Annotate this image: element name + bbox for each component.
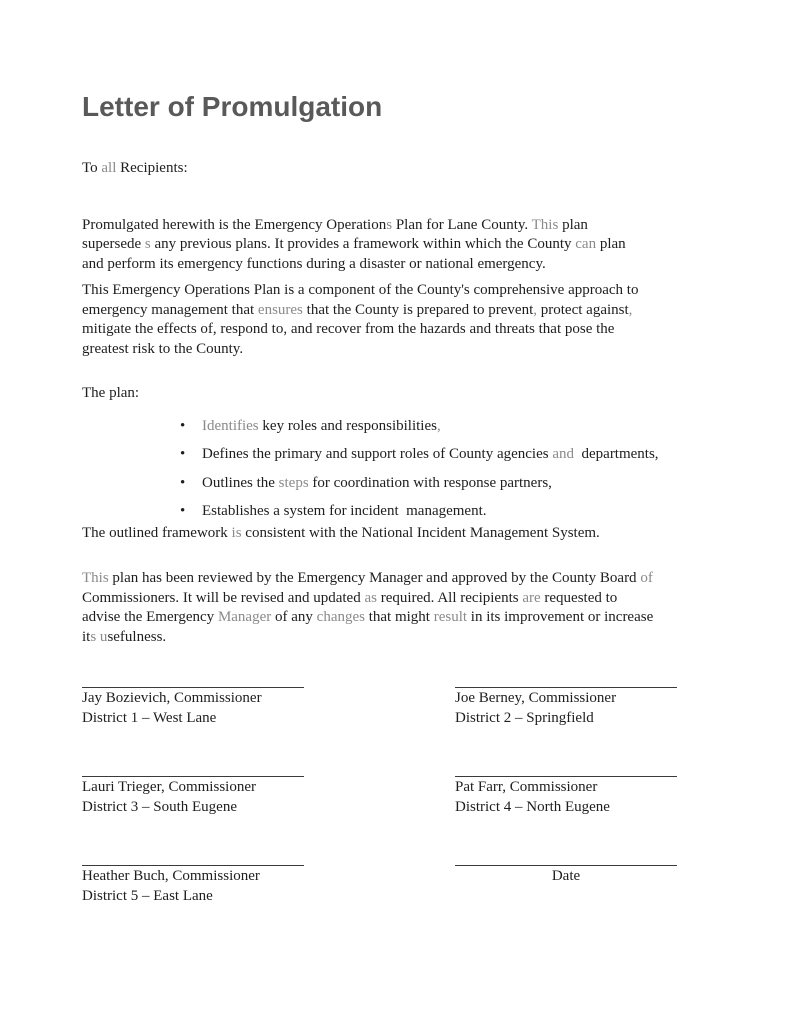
signature-row (82, 676, 737, 728)
bullet-text: Establishes a system for incident management. (202, 503, 487, 519)
signature-row (82, 854, 737, 906)
paragraph-component: This Emergency Operations Plan is a component of the County's comprehensive approach to emergency management that ensures that the County is prepared to prevent, protect against, mitigate the effects of, respond to, and recover from the hazards and threats that pose the greatest risk to the County. (82, 282, 639, 357)
salutation: To all Recipients: (82, 160, 188, 176)
bullet-item (82, 502, 737, 522)
date-block (455, 854, 685, 906)
signatory-district: District 3 – South Eugene (82, 798, 237, 815)
signature-block (82, 676, 455, 728)
signatory-name: Joe Berney, Commissioner (455, 690, 617, 706)
signatory-name: Jay Bozievich, Commissioner (82, 690, 262, 706)
signatory-district: District 1 – West Lane (82, 709, 217, 726)
signature-line (82, 854, 304, 866)
signature-row (82, 765, 737, 817)
signature-line (82, 676, 304, 688)
signatory-district: District 4 – North Eugene (455, 798, 610, 815)
signature-line (455, 854, 677, 866)
signature-grid (82, 676, 737, 906)
document-title: Letter of Promulgation (82, 91, 383, 122)
paragraph-promulgation: Promulgated herewith is the Emergency Operations Plan for Lane County. This plan supersede s any previous plans. It provides a framework within which the County can plan and perform its emergency functions during a disaster or national emergency. (82, 216, 626, 272)
bullet-icon: • (180, 474, 186, 491)
framework-statement: The outlined framework is consistent with the National Incident Management System. (82, 524, 600, 541)
document-content (82, 0, 737, 906)
bullet-list (82, 417, 737, 522)
signature-block (455, 676, 685, 728)
bullet-text: Defines the primary and support roles of County agencies and departments, (202, 446, 659, 462)
signatory-name: Pat Farr, Commissioner (455, 779, 598, 795)
signature-block (82, 765, 455, 817)
paragraph-review: This plan has been reviewed by the Emergency Manager and approved by the County Board of Commissioners. It will be revised and updated as required. All recipients are requested to advise the Emergency Manager of any changes that might result in its improvement or increase its usefulness. (82, 570, 654, 645)
signatory-name: Lauri Trieger, Commissioner (82, 779, 256, 795)
signature-line (455, 676, 677, 688)
signature-line (455, 765, 677, 777)
signature-line (82, 765, 304, 777)
signatory-name: Heather Buch, Commissioner (82, 868, 260, 884)
bullet-icon: • (180, 503, 186, 519)
signature-block (82, 854, 455, 906)
bullet-text: Identifies key roles and responsibilities, (202, 417, 441, 434)
bullet-item (82, 445, 737, 465)
signatory-district: District 2 – Springfield (455, 709, 594, 726)
date-label: Date (551, 868, 581, 884)
bullet-item (82, 474, 737, 494)
bullet-text: Outlines the steps for coordination with response partners, (202, 474, 552, 491)
signature-block (455, 765, 685, 817)
bullet-icon: • (180, 417, 186, 434)
signatory-district: District 5 – East Lane (82, 887, 213, 904)
bullet-icon: • (180, 446, 186, 462)
bullet-item (82, 417, 737, 437)
plan-intro: The plan: (82, 385, 140, 401)
